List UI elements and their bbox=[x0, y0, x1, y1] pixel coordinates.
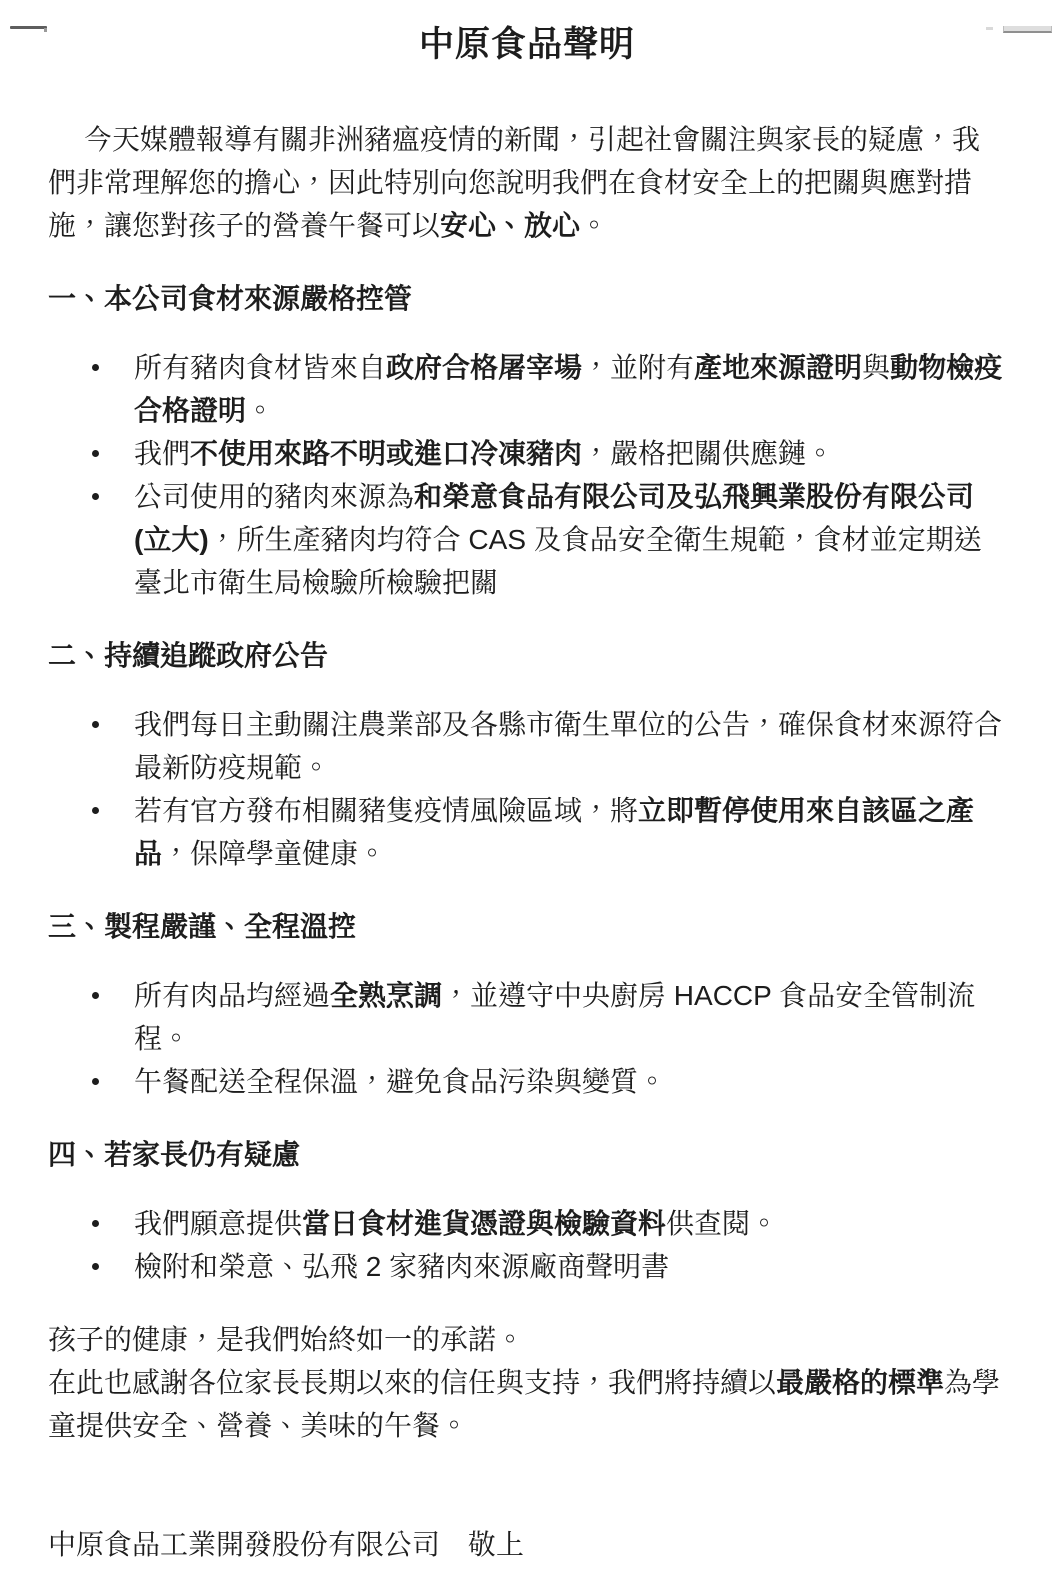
clipped-ui-fragment-left-tick bbox=[44, 28, 47, 32]
bullet-list-2 bbox=[48, 703, 1006, 875]
section-parent-concerns bbox=[48, 1133, 1006, 1288]
list-item: 公司使用的豬肉來源為和榮意食品有限公司及弘飛興業股份有限公司(立大)，所生產豬肉均符合 CAS 及食品安全衛生規範，食材並定期送臺北市衛生局檢驗所檢驗把關 bbox=[48, 475, 1006, 604]
list-item: 午餐配送全程保溫，避免食品污染與變質。 bbox=[48, 1060, 1006, 1103]
clipped-ui-fragment-right-dot bbox=[986, 27, 993, 30]
list-item: 若有官方發布相關豬隻疫情風險區域，將立即暫停使用來自該區之產品，保障學童健康。 bbox=[48, 789, 1006, 875]
bullet-list-3 bbox=[48, 974, 1006, 1103]
list-item: 所有豬肉食材皆來自政府合格屠宰場，並附有產地來源證明與動物檢疫合格證明。 bbox=[48, 346, 1006, 432]
closing-paragraphs bbox=[48, 1318, 1006, 1447]
clipped-ui-fragment-right bbox=[1003, 26, 1052, 33]
section-heading-4: 四、若家長仍有疑慮 bbox=[48, 1139, 301, 1170]
statement-document bbox=[0, 26, 1052, 1566]
closing-line-2: 在此也感謝各位家長長期以來的信任與支持，我們將持續以最嚴格的標準為學童提供安全、營養、美味的午餐。 bbox=[48, 1367, 1001, 1441]
list-item: 我們不使用來路不明或進口冷凍豬肉，嚴格把關供應鏈。 bbox=[48, 432, 1006, 475]
page-title: 中原食品聲明 bbox=[418, 25, 635, 64]
section-government-announcements bbox=[48, 634, 1006, 875]
section-heading-2: 二、持續追蹤政府公告 bbox=[48, 640, 329, 671]
section-food-source-control bbox=[48, 277, 1006, 604]
section-heading-1: 一、本公司食材來源嚴格控管 bbox=[48, 283, 413, 314]
list-item: 我們每日主動關注農業部及各縣市衛生單位的公告，確保食材來源符合最新防疫規範。 bbox=[48, 703, 1006, 789]
closing-line-1: 孩子的健康，是我們始終如一的承諾。 bbox=[48, 1324, 525, 1355]
bullet-list-4 bbox=[48, 1202, 1006, 1288]
list-item: 所有肉品均經過全熟烹調，並遵守中央廚房 HACCP 食品安全管制流程。 bbox=[48, 974, 1006, 1060]
section-process-temperature-control bbox=[48, 905, 1006, 1103]
intro-paragraph: 今天媒體報導有關非洲豬瘟疫情的新聞，引起社會關注與家長的疑慮，我們非常理解您的擔心，因此特別向您說明我們在食材安全上的把關與應對措施，讓您對孩子的營養午餐可以安心、放心。 bbox=[48, 124, 981, 241]
list-item: 檢附和榮意、弘飛 2 家豬肉來源廠商聲明書 bbox=[48, 1245, 1006, 1288]
clipped-ui-fragment-left bbox=[10, 26, 47, 29]
bullet-list-1 bbox=[48, 346, 1006, 604]
section-heading-3: 三、製程嚴謹、全程溫控 bbox=[48, 911, 357, 942]
list-item: 我們願意提供當日食材進貨憑證與檢驗資料供查閱。 bbox=[48, 1202, 1006, 1245]
signature: 中原食品工業開發股份有限公司 敬上 bbox=[48, 1529, 525, 1560]
